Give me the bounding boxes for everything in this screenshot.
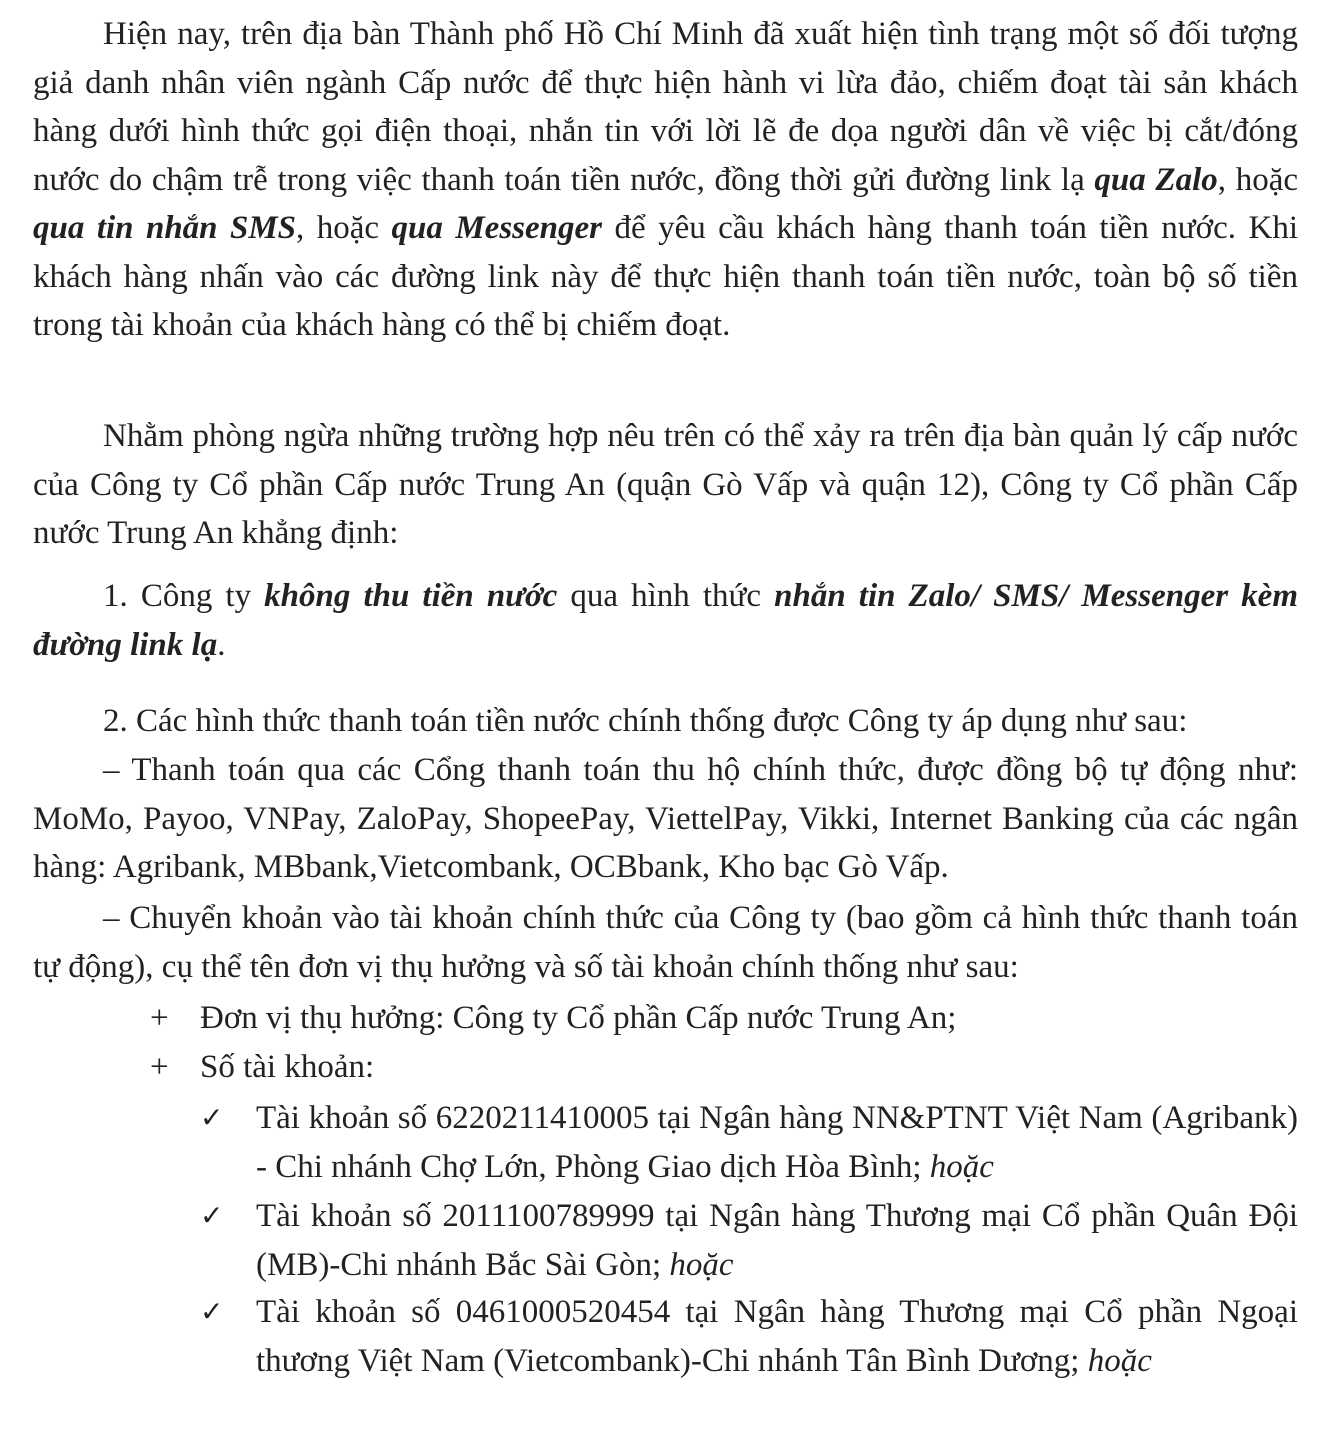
- check-icon: ✓: [200, 1101, 224, 1134]
- intro-emphasis-zalo: qua Zalo: [1094, 161, 1218, 198]
- payment-gateway-item: – Thanh toán qua các Cổng thanh toán thu hộ chính thức, được đồng bộ tự động như: MoMo, Payoo, VNPay, ZaloPay, ShopeePay, ViettelPay, Vikki, Internet Banking của các ngân hàng: Agribank, MBbank,Vietcombank, OCBbank, Kho bạc Gò Vấp.: [33, 752, 1298, 885]
- intro-text-4: để yêu cầu khách hàng thanh toán tiền nước. Khi khách hàng nhấn vào các đường link này để thực hiện thanh toán tiền nước, toàn bộ số tiền trong tài khoản của khách hàng có thể bị chiếm đoạt.: [33, 210, 1298, 343]
- plus-mark: +: [150, 1049, 169, 1085]
- account-or: hoặc: [669, 1246, 734, 1283]
- account-text: Tài khoản số 0461000520454 tại Ngân hàng Thương mại Cổ phần Ngoại thương Việt Nam (Vietcombank)-Chi nhánh Tân Bình Dương;: [256, 1294, 1298, 1379]
- account-item-mb: [200, 1192, 1298, 1289]
- intro-emphasis-sms: qua tin nhắn SMS: [33, 210, 297, 246]
- bank-transfer-item: – Chuyển khoản vào tài khoản chính thức của Công ty (bao gồm cả hình thức thanh toán tự động), cụ thể tên đơn vị thụ hưởng và số tài khoản chính thống như sau:: [33, 900, 1298, 985]
- prevent-paragraph: Nhằm phòng ngừa những trường hợp nêu trên có thể xảy ra trên địa bàn quản lý cấp nước của Công ty Cổ phần Cấp nước Trung An (quận Gò Vấp và quận 12), Công ty Cổ phần Cấp nước Trung An khẳng định:: [33, 418, 1298, 551]
- point-1-paragraph: [33, 572, 1298, 669]
- point-1-emphasis-channels: nhắn tin Zalo/ SMS/ Messenger kèm đường link lạ: [33, 578, 1298, 663]
- point-1-emphasis-no-collect: không thu tiền nước: [264, 578, 558, 614]
- point-1-text-1: 1. Công ty: [103, 578, 265, 614]
- intro-paragraph: [33, 10, 1298, 350]
- point-2-heading: 2. Các hình thức thanh toán tiền nước chính thống được Công ty áp dụng như sau:: [103, 703, 1188, 739]
- account-item-vietcombank: [200, 1288, 1298, 1385]
- account-or: hoặc: [1087, 1342, 1152, 1379]
- account-text: Tài khoản số 6220211410005 tại Ngân hàng NN&PTNT Việt Nam (Agribank) - Chi nhánh Chợ Lớn, Phòng Giao dịch Hòa Bình;: [256, 1100, 1298, 1185]
- account-item-agribank: [200, 1094, 1298, 1191]
- intro-text-3: , hoặc: [296, 210, 392, 246]
- beneficiary-text: Đơn vị thụ hưởng: Công ty Cổ phần Cấp nước Trung An;: [200, 1000, 957, 1036]
- intro-text-1: Hiện nay, trên địa bàn Thành phố Hồ Chí Minh đã xuất hiện tình trạng một số đối tượng giả danh nhân viên ngành Cấp nước để thực hiện hành vi lừa đảo, chiếm đoạt tài sản khách hàng dưới hình thức gọi điện thoại, nhắn tin với lời lẽ đe dọa người dân về việc bị cắt/đóng nước do chậm trễ trong việc thanh toán tiền nước, đồng thời gửi đường link lạ: [33, 16, 1298, 198]
- point-1-text-2: qua hình thức: [557, 578, 775, 614]
- intro-text-2: , hoặc: [1217, 161, 1298, 198]
- intro-emphasis-messenger: qua Messenger: [391, 210, 602, 246]
- check-icon: ✓: [200, 1199, 224, 1232]
- point-1-text-3: .: [217, 626, 226, 663]
- accounts-label-text: Số tài khoản:: [200, 1049, 375, 1085]
- accounts-label-item: [150, 1043, 374, 1092]
- account-text: Tài khoản số 2011100789999 tại Ngân hàng Thương mại Cổ phần Quân Đội (MB)-Chi nhánh Bắc Sài Gòn;: [256, 1198, 1298, 1283]
- account-or: hoặc: [929, 1148, 994, 1185]
- beneficiary-item: [150, 994, 956, 1043]
- plus-mark: +: [150, 1000, 169, 1036]
- check-icon: ✓: [200, 1295, 224, 1328]
